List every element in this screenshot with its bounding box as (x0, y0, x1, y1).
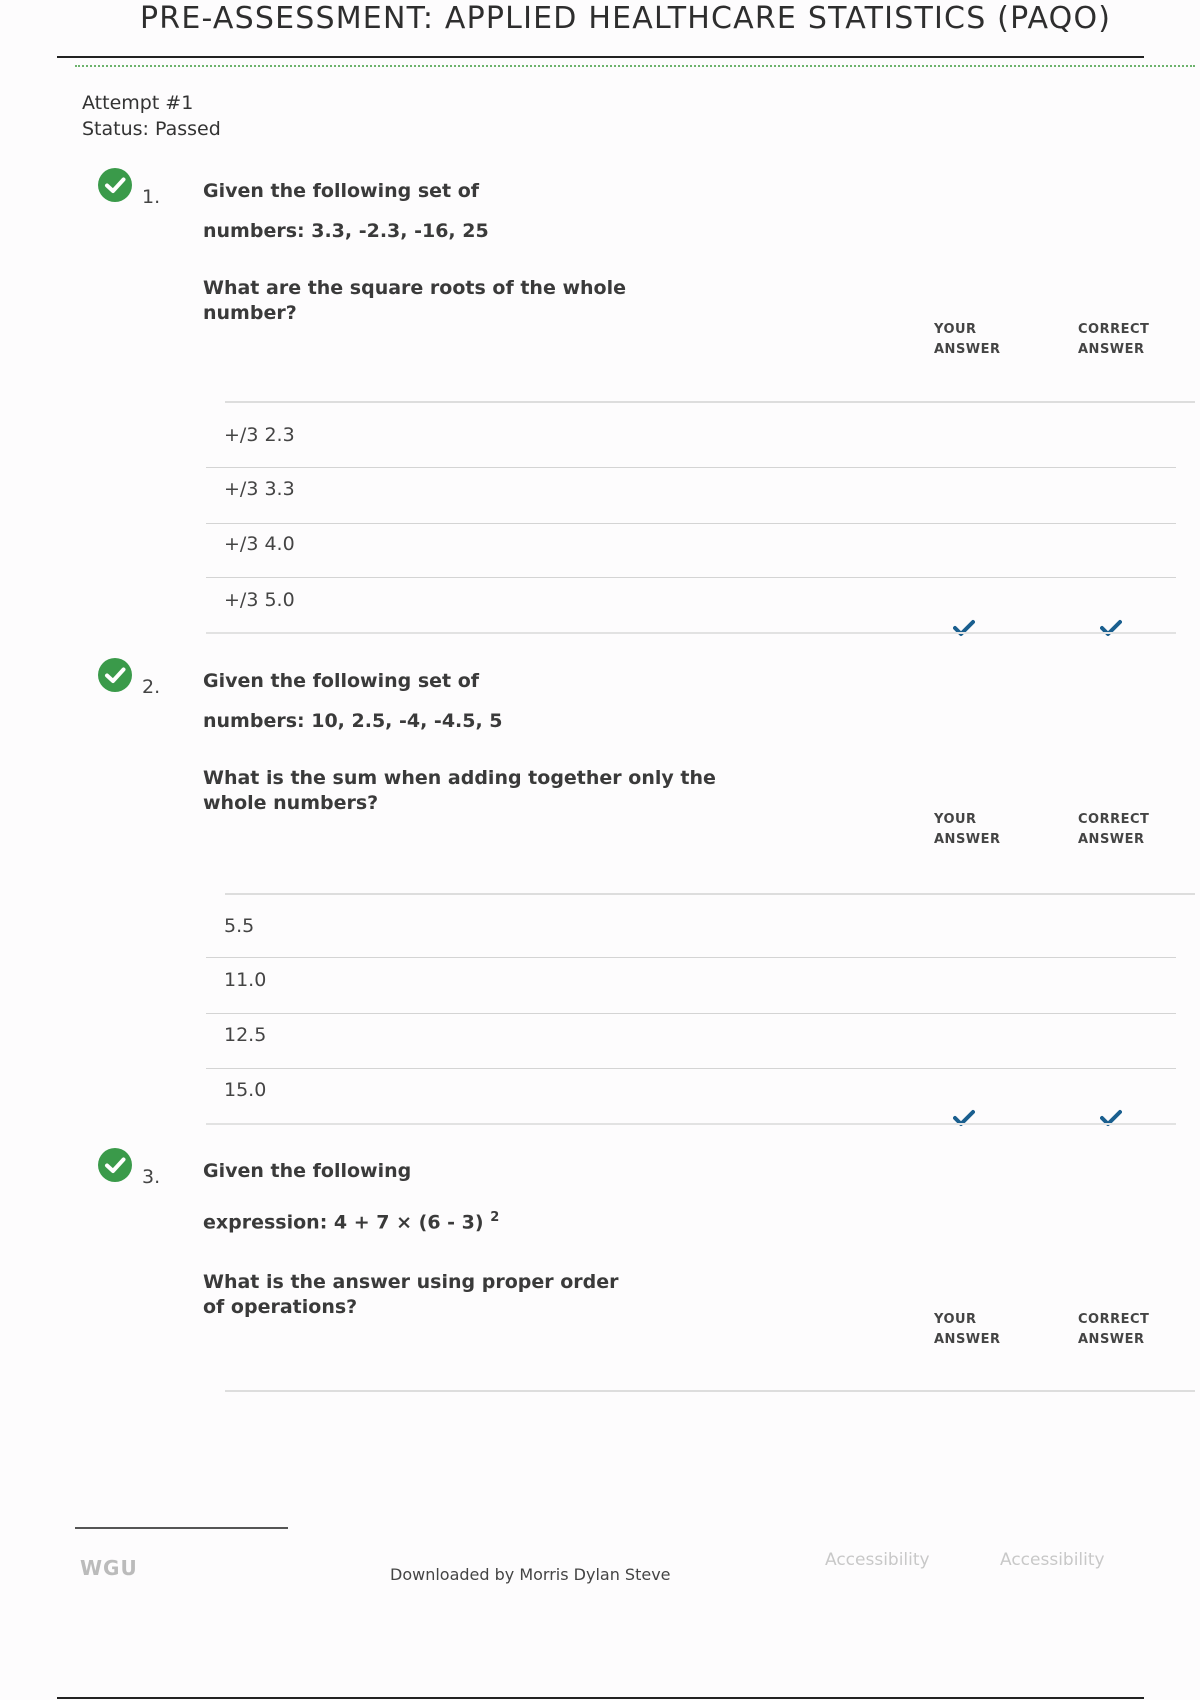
option-divider (206, 1068, 1176, 1069)
accessibility-link[interactable]: Accessibility (825, 1550, 930, 1570)
table-header-divider (225, 1390, 1195, 1392)
answer-option: 5.5 (224, 915, 255, 937)
answer-option: 15.0 (224, 1079, 267, 1101)
your-answer-header: YOUR ANSWER (934, 812, 1001, 847)
question-stem: Given the following (203, 1160, 412, 1182)
accessibility-link[interactable]: Accessibility (1000, 1550, 1105, 1570)
correct-answer-checkmark-icon (1100, 619, 1122, 637)
question-stem-values: numbers: 10, 2.5, -4, -4.5, 5 (203, 710, 503, 732)
your-answer-header: YOUR ANSWER (934, 1312, 1001, 1347)
option-divider (206, 1013, 1176, 1014)
question-stem-values: numbers: 3.3, -2.3, -16, 25 (203, 220, 489, 242)
question-stem: Given the following set of (203, 180, 480, 202)
answer-option: 12.5 (224, 1024, 267, 1046)
question-prompt: What is the answer using proper order of operations? (203, 1271, 619, 1318)
option-divider (206, 632, 1176, 634)
attempt-info (82, 90, 221, 142)
option-divider (206, 1123, 1176, 1125)
check-circle-icon (98, 1148, 132, 1182)
table-header-divider (225, 893, 1195, 895)
bottom-divider (57, 1697, 1144, 1699)
question-stem: Given the following set of (203, 670, 480, 692)
answer-option: +/3 2.3 (224, 424, 295, 446)
answer-option: +/3 4.0 (224, 533, 295, 555)
downloaded-by: Downloaded by Morris Dylan Steve (390, 1565, 671, 1584)
correct-answer-header: CORRECT ANSWER (1078, 322, 1150, 357)
option-divider (206, 957, 1176, 958)
footer-divider (75, 1527, 288, 1529)
dotted-divider (75, 65, 1195, 67)
correct-answer-header: CORRECT ANSWER (1078, 812, 1150, 847)
question-prompt: What are the square roots of the whole number? (203, 277, 626, 324)
question-number: 1. (142, 186, 161, 208)
question-stem-expression (203, 1210, 499, 1233)
answer-option: +/3 5.0 (224, 589, 295, 611)
table-header-divider (225, 401, 1195, 403)
question-prompt: What is the sum when adding together only the whole numbers? (203, 767, 716, 814)
attempt-number: Attempt #1 (82, 92, 194, 114)
attempt-status: Status: Passed (82, 118, 221, 140)
check-circle-icon (98, 168, 132, 202)
your-answer-header: YOUR ANSWER (934, 322, 1001, 357)
option-divider (206, 523, 1176, 524)
check-circle-icon (98, 658, 132, 692)
answer-option: +/3 3.3 (224, 478, 295, 500)
question-number: 2. (142, 676, 161, 698)
header-divider (57, 56, 1144, 58)
option-divider (206, 467, 1176, 468)
answer-option: 11.0 (224, 969, 267, 991)
question-number: 3. (142, 1166, 161, 1188)
correct-answer-header: CORRECT ANSWER (1078, 1312, 1150, 1347)
option-divider (206, 577, 1176, 578)
expression-exponent: 2 (490, 1210, 500, 1225)
wgu-logo: WGU (80, 1556, 138, 1580)
expression-text: expression: 4 + 7 × (6 - 3) (203, 1211, 484, 1234)
page-title: PRE-ASSESSMENT: APPLIED HEALTHCARE STATISTICS (PAQO) (140, 1, 1112, 36)
your-answer-checkmark-icon (953, 619, 975, 637)
